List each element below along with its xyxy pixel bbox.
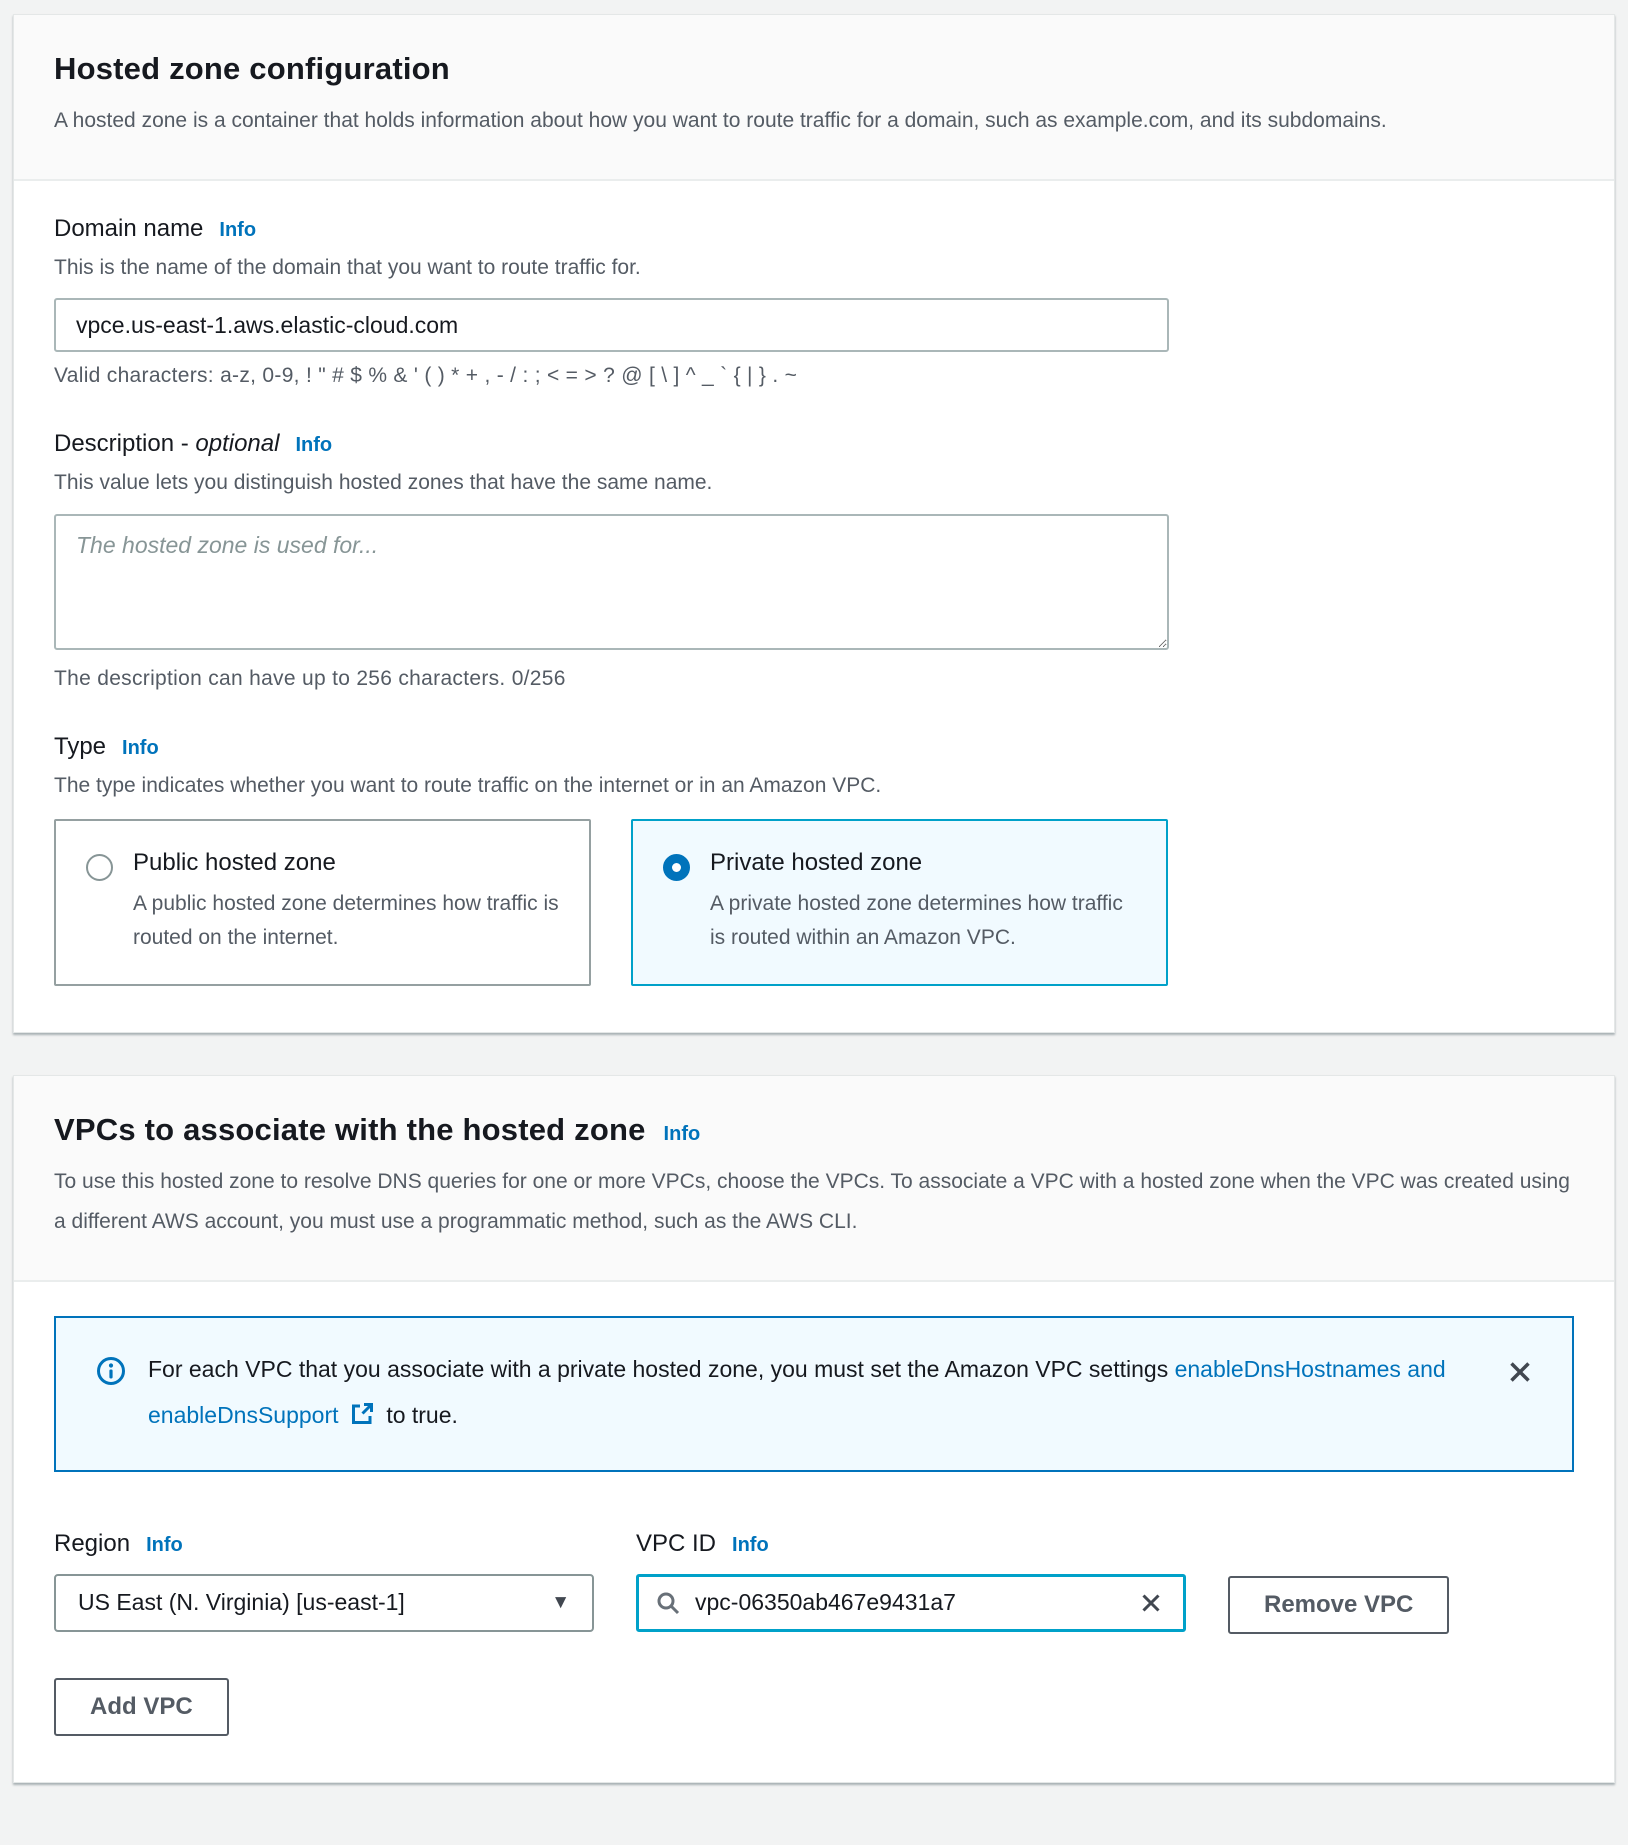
panel-body: [14, 181, 1614, 1032]
type-field-group: [54, 733, 1574, 986]
public-hosted-zone-option[interactable]: [54, 819, 591, 986]
domain-name-valid-characters-hint: Valid characters: a-z, 0-9, ! " # $ % & ' ( ) * + , - / : ; < = > ? @ [ \ ] ^ _ ` { | } . ~: [54, 364, 798, 388]
description-label: Description - optional: [54, 430, 280, 458]
vpc-association-row: [54, 1530, 1574, 1634]
vpc-id-search-box: [636, 1574, 1186, 1632]
panel-subtitle: To use this hosted zone to resolve DNS queries for one or more VPCs, choose the VPCs. To associate a VPC with a hosted zone when the VPC was created using a different AWS account, you must use a programmatic method, such as the AWS CLI.: [54, 1169, 1570, 1233]
vpc-settings-info-alert: [54, 1316, 1574, 1472]
description-textarea[interactable]: [54, 514, 1169, 650]
region-column: [54, 1530, 594, 1632]
add-vpc-button[interactable]: Add VPC: [54, 1678, 229, 1736]
type-info-link[interactable]: Info: [122, 737, 159, 760]
external-link-icon[interactable]: [349, 1396, 376, 1442]
domain-name-field-group: [54, 215, 1574, 389]
chevron-down-icon: ▼: [551, 1591, 570, 1613]
panel-header: [14, 1076, 1614, 1282]
domain-name-input[interactable]: [54, 298, 1169, 352]
domain-name-label: Domain name: [54, 214, 204, 242]
private-hosted-zone-option[interactable]: [631, 819, 1168, 986]
info-circle-icon: [96, 1356, 126, 1391]
domain-name-info-link[interactable]: Info: [219, 218, 257, 241]
description-character-count-hint: The description can have up to 256 characters. 0/256: [54, 667, 566, 691]
type-radio-group: [54, 819, 1574, 986]
vpcs-info-link[interactable]: Info: [663, 1122, 701, 1145]
vpc-id-input[interactable]: [695, 1589, 1121, 1616]
alert-message: [148, 1346, 1498, 1442]
type-label: Type: [54, 733, 107, 761]
alert-text-before-link: For each VPC that you associate with a private hosted zone, you must set the Amazon VPC settings: [148, 1355, 1169, 1382]
region-info-link[interactable]: Info: [146, 1533, 183, 1556]
vpcs-to-associate-panel: [13, 1075, 1615, 1783]
region-select[interactable]: [54, 1574, 594, 1632]
remove-vpc-button[interactable]: Remove VPC: [1228, 1576, 1449, 1634]
type-description: The type indicates whether you want to route traffic on the internet or in an Amazon VPC.: [54, 774, 882, 798]
private-hosted-zone-description: A private hosted zone determines how traffic is routed within an Amazon VPC.: [710, 891, 1123, 950]
panel-header: [14, 15, 1614, 181]
vpc-id-label: VPC ID: [636, 1529, 717, 1557]
region-selected-value: US East (N. Virginia) [us-east-1]: [78, 1589, 405, 1616]
vpc-id-column: [636, 1530, 1186, 1632]
panel-title: Hosted zone configuration: [54, 51, 450, 86]
public-hosted-zone-label: Public hosted zone: [133, 848, 336, 876]
search-icon: [655, 1590, 681, 1616]
description-optional-text: optional: [195, 430, 280, 458]
private-hosted-zone-label: Private hosted zone: [710, 848, 923, 876]
description-field-group: [54, 430, 1574, 691]
hosted-zone-configuration-panel: [13, 14, 1615, 1033]
public-hosted-zone-radio-icon[interactable]: [86, 854, 113, 881]
clear-input-icon[interactable]: [1135, 1587, 1167, 1619]
domain-name-description: This is the name of the domain that you want to route traffic for.: [54, 255, 641, 279]
private-hosted-zone-radio-icon[interactable]: [663, 854, 690, 881]
description-info-link[interactable]: Info: [295, 434, 333, 457]
public-hosted-zone-description: A public hosted zone determines how traffic is routed on the internet.: [133, 891, 559, 950]
description-helper-text: This value lets you distinguish hosted zones that have the same name.: [54, 471, 713, 495]
enable-dns-settings-link[interactable]: enableDnsHostnames and enableDnsSupport: [148, 1355, 1446, 1428]
region-label: Region: [54, 1529, 131, 1557]
vpc-id-info-link[interactable]: Info: [732, 1533, 769, 1556]
panel-body: [14, 1282, 1614, 1782]
panel-title: VPCs to associate with the hosted zone: [54, 1111, 646, 1147]
panel-subtitle: A hosted zone is a container that holds information about how you want to route traffic for a domain, such as example.com, and its subdomains.: [54, 109, 1387, 132]
alert-text-after-link: to true.: [386, 1401, 458, 1428]
alert-close-icon[interactable]: [1498, 1350, 1542, 1397]
